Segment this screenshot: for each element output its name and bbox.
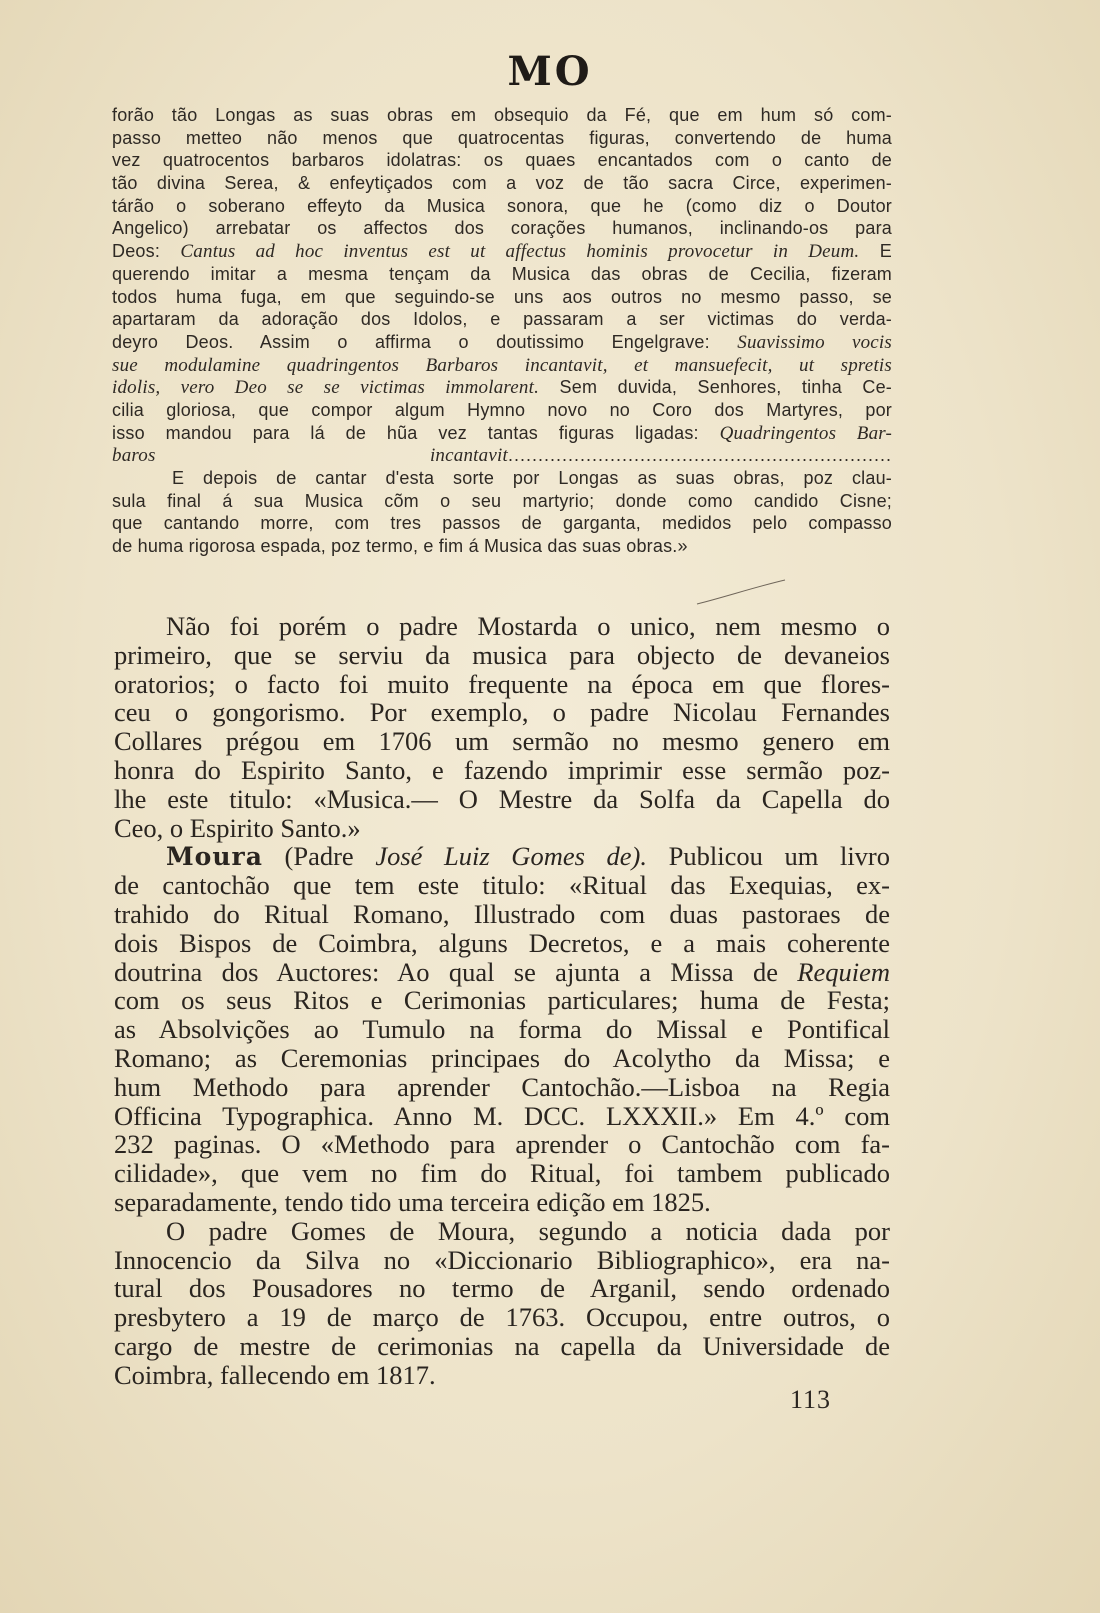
- text-run: oratorios; o facto foi muito frequente na época em que flores-: [114, 668, 890, 699]
- text-run: primeiro, que se serviu da musica para objecto de devaneios: [114, 639, 890, 670]
- body-line: [114, 727, 890, 756]
- text-run: cilia gloriosa, que compor algum Hymno novo no Coro dos Martyres, por: [112, 399, 892, 420]
- quote-line: [112, 308, 892, 331]
- body-line: [114, 1246, 890, 1275]
- quote-line: [112, 331, 892, 354]
- quote-line: [112, 444, 892, 467]
- text-run: querendo imitar a mesma tençam da Musica das obras de Cecilia, fizeram: [112, 263, 892, 284]
- text-run: doutrina dos Auctores: Ao qual se ajunta a Missa de: [114, 956, 798, 987]
- body-line: [114, 1332, 890, 1361]
- italic-text: Quadringentos Bar-: [719, 422, 893, 444]
- text-run: Collares prégou em 1706 um sermão no mesmo genero em: [114, 726, 890, 757]
- body-line: [114, 670, 890, 699]
- text-run: de huma rigorosa espada, poz termo, e fim á Musica das suas obras.»: [112, 536, 688, 557]
- text-run: 232 paginas. O «Methodo para aprender o Cantochão com fa-: [114, 1129, 890, 1160]
- quote-line: [112, 490, 892, 513]
- quote-line: [112, 104, 892, 127]
- body-line: [114, 698, 890, 727]
- quote-line: [112, 399, 892, 422]
- body-line: [114, 1188, 890, 1217]
- quote-line: [112, 127, 892, 150]
- quote-line: [112, 172, 892, 195]
- text-run: E depois de cantar d'esta sorte por Longas as suas obras, poz clau-: [172, 468, 892, 488]
- body-line: [114, 1217, 890, 1246]
- quote-line: [112, 263, 892, 286]
- text-run: Não foi porém o padre Mostarda o unico, nem mesmo o: [166, 611, 890, 641]
- text-run: tural dos Pousadores no termo de Arganil, sendo ordenado: [114, 1273, 890, 1304]
- body-line: [114, 1274, 890, 1303]
- body-line: [114, 1303, 890, 1332]
- text-run: de cantochão que tem este titulo: «Ritual das Exequias, ex-: [114, 870, 890, 901]
- text-run: Deos:: [112, 241, 181, 262]
- text-run: presbytero a 19 de março de 1763. Occupou, entre outros, o: [114, 1302, 890, 1333]
- text-run: honra do Espirito Santo, e fazendo imprimir esse sermão poz-: [114, 754, 890, 785]
- text-run: que cantando morre, com tres passos de garganta, medidos pelo compasso: [112, 513, 892, 534]
- text-run: com os seus Ritos e Cerimonias particulares; huma de Festa;: [114, 985, 890, 1016]
- text-run: cilidade», que vem no fim do Ritual, foi tambem publicado: [114, 1158, 890, 1189]
- text-run: Ceo, o Espirito Santo.»: [114, 812, 361, 843]
- quote-line: [112, 376, 892, 399]
- text-run: tão divina Serea, & enfeytiçados com a voz de tão sacra Circe, experimen-: [112, 173, 892, 194]
- italic-text: baros incantavit: [112, 445, 508, 467]
- text-run: Publicou um livro: [647, 841, 891, 872]
- italic-text: sue modulamine quadringentos Barbaros incantavit, et mansuefecit, ut spretis: [112, 354, 892, 376]
- text-run: apartaram da adoração dos Idolos, e passaram a ser victimas do verda-: [112, 309, 892, 330]
- text-run: separadamente, tendo tido uma terceira edição em 1825.: [114, 1186, 711, 1217]
- text-run: tárão o soberano effeyto da Musica sonora, que he (como diz o Doutor: [112, 195, 892, 216]
- italic-text: Cantus ad hoc inventus est ut affectus hominis provocetur in Deum.: [180, 241, 860, 263]
- text-run: todos huma fuga, em que seguindo-se uns aos outros no mesmo passo, se: [112, 286, 892, 307]
- quote-line: [112, 535, 892, 558]
- text-run: cargo de mestre de cerimonias na capella da Universidade de: [114, 1330, 890, 1361]
- dot-leader: ................................................................: [507, 445, 892, 466]
- text-run: as Absolvições ao Tumulo na forma do Missal e Pontifical: [114, 1014, 890, 1045]
- quote-line: [112, 149, 892, 172]
- entry-headword: Moura: [166, 842, 263, 872]
- body-line: [114, 814, 890, 843]
- italic-text: idolis, vero Deo se se victimas immolarent.: [112, 377, 540, 399]
- text-run: lhe este titulo: «Musica.— O Mestre da Solfa da Capella do: [114, 783, 890, 814]
- text-run: trahido do Ritual Romano, Illustrado com duas pastoraes de: [114, 898, 890, 929]
- quote-line: [112, 286, 892, 309]
- body-line: [114, 842, 890, 871]
- text-run: (Padre: [262, 841, 376, 872]
- text-run: passo metteo não menos que quatrocentas figuras, convertendo de huma: [112, 127, 892, 148]
- body-line: [114, 1361, 890, 1390]
- text-run: hum Methodo para aprender Cantochão.—Lisboa na Regia: [114, 1071, 890, 1102]
- running-head: MO: [507, 48, 593, 95]
- text-run: vez quatrocentos barbaros idolatras: os quaes encantados com o canto de: [112, 150, 892, 171]
- body-line: [114, 756, 890, 785]
- body-line: [114, 1159, 890, 1188]
- quote-line: [112, 240, 892, 263]
- separator-flourish: [695, 577, 787, 607]
- body-line: [114, 871, 890, 900]
- italic-text: Requiem: [797, 956, 890, 987]
- body-line: [114, 1015, 890, 1044]
- body-line: [114, 1130, 890, 1159]
- page-number: 113: [790, 1385, 832, 1414]
- body-line: [114, 958, 890, 987]
- body-line: [114, 929, 890, 958]
- text-run: O padre Gomes de Moura, segundo a noticia dada por: [166, 1215, 890, 1246]
- quoted-sermon-block: [112, 104, 892, 558]
- body-line: [114, 641, 890, 670]
- text-run: forão tão Longas as suas obras em obsequio da Fé, que em hum só com-: [112, 105, 892, 125]
- text-run: isso mandou para lá de hũa vez tantas figuras ligadas:: [112, 422, 720, 443]
- main-body-text: [114, 612, 890, 1390]
- text-run: dois Bispos de Coimbra, alguns Decretos, e a mais coherente: [114, 927, 890, 958]
- text-run: Sem duvida, Senhores, tinha Ce-: [539, 377, 892, 398]
- text-run: Coimbra, fallecendo em 1817.: [114, 1359, 436, 1390]
- text-run: Romano; as Ceremonias principaes do Acolytho da Missa; e: [114, 1042, 890, 1073]
- text-run: Innocencio da Silva no «Diccionario Bibliographico», era na-: [114, 1244, 890, 1275]
- italic-text: Suavissimo vocis: [737, 331, 892, 353]
- body-line: [114, 986, 890, 1015]
- italic-text: José Luiz Gomes de).: [375, 841, 647, 872]
- body-line: [114, 785, 890, 814]
- text-run: E: [859, 241, 892, 262]
- quote-line: [112, 512, 892, 535]
- text-run: Angelico) arrebatar os affectos dos corações humanos, inclinando-os para: [112, 218, 892, 239]
- text-run: deyro Deos. Assim o affirma o doutissimo Engelgrave:: [112, 331, 738, 352]
- body-line: [114, 900, 890, 929]
- body-line: [114, 612, 890, 641]
- body-line: [114, 1102, 890, 1131]
- quote-line: [112, 217, 892, 240]
- quote-line: [112, 422, 892, 445]
- body-line: [114, 1073, 890, 1102]
- text-run: ceu o gongorismo. Por exemplo, o padre Nicolau Fernandes: [114, 697, 890, 728]
- body-line: [114, 1044, 890, 1073]
- text-run: sula final á sua Musica cõm o seu martyrio; donde como candido Cisne;: [112, 490, 892, 511]
- quote-line: [112, 467, 892, 490]
- quote-line: [112, 354, 892, 377]
- quote-line: [112, 195, 892, 218]
- text-run: Officina Typographica. Anno M. DCC. LXXXII.» Em 4.º com: [114, 1100, 890, 1131]
